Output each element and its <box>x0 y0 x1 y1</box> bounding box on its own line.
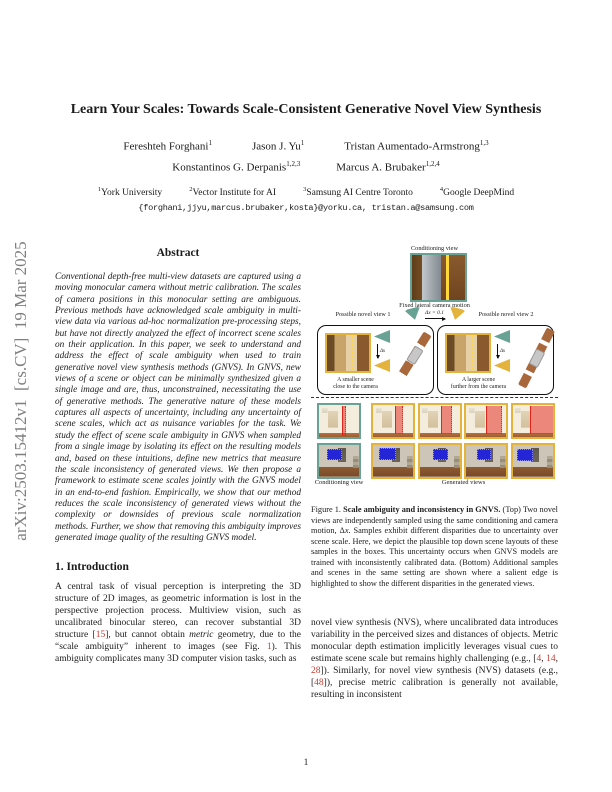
scene-layout-bar <box>397 331 431 378</box>
text-segment: , <box>555 654 558 665</box>
intro-paragraph-left <box>55 582 301 665</box>
text-segment: ], but cannot obtain <box>105 629 190 640</box>
camera-chip-icon <box>406 345 423 365</box>
affiliation-sup: 3 <box>303 186 307 194</box>
affiliation-name: Google DeepMind <box>443 188 515 199</box>
paper-header <box>0 0 612 213</box>
author-name: Fereshteh Forghani <box>123 140 209 153</box>
affiliation-sup: 1 <box>97 186 102 194</box>
dashed-separator <box>311 397 558 398</box>
author-sup: 1,3 <box>479 139 489 147</box>
affiliation-sup: 2 <box>189 186 193 194</box>
generated-thumbnail <box>418 443 462 479</box>
citation-ref[interactable]: 28 <box>311 666 321 676</box>
author-sup: 1 <box>300 139 305 147</box>
larger-scene-caption <box>438 377 519 391</box>
scene-layout-bar <box>518 327 555 388</box>
citation-ref[interactable]: 14 <box>546 654 556 665</box>
affiliation-name: Vector Institute for AI <box>192 188 277 199</box>
citation-ref[interactable]: 1 <box>266 641 272 652</box>
authors-row-2 <box>0 160 612 174</box>
camera-frustum-teal-icon <box>494 330 510 343</box>
text-segment: . Samples exhibit different disparities due to uncertainty over scene scale. Here, we depict the plausible top down scene layouts of these samples in the boxes. This uncertainty occurs when GNVS models are trained with inconsistently calibrated data. (Bottom) Additional samples and scenes in the same setting are shown where a salient edge is highlighted to show the different disparities in the generated views. <box>311 526 558 588</box>
page-title: Learn Your Scales: Towards Scale-Consistent Generative Novel View Synthesis <box>70 102 542 117</box>
author-5 <box>336 160 440 174</box>
delta-x-label: Δx = 0.1 <box>424 310 444 316</box>
affiliation-3 <box>303 186 413 198</box>
novel-view-1-image <box>325 333 371 373</box>
arrow-stem <box>497 344 498 358</box>
abstract-text: Conventional depth-free multi-view datasets are captured using a moving monocular camera without metric calibration. The scales of camera positions in this monocular setting are ambiguous. Previous methods have acknowledged scale ambiguity in multi-view data via various ad-hoc normalization pre-processing steps, but have not directly analyzed the effect of incorrect scene scales on their application. In this paper, we seek to understand and address the effect of scale ambiguity when used to train generative novel view synthesis methods (GNVS). In GNVS, new views of a scene or object can be minimally synthesized given a single image and are, thus, unconstrained, necessitating the use of generative methods. The generative nature of these models captures all aspects of uncertainty, including any uncertainty of scene scales, which act as nuisance variables for the task. We study the effect of scene scale ambiguity in GNVS when sampled from a single image by isolating its effect on the resulting models and, based on these intuitions, define new metrics that measure the scale inconsistency of generated views. We then propose a framework to estimate scene scales jointly with the GNVS model in an end-to-end fashion. Empirically, we show that our method reduces the scale inconsistency of generated views without the complexity or downsides of previous scale normalization methods. Further, we show that removing this ambiguity improves generated image quality of the resulting GNVS model. <box>55 272 301 543</box>
author-name: Marcus A. Brubaker <box>336 161 426 174</box>
salient-region-highlight <box>379 448 396 460</box>
caption-line: close to the camera <box>333 384 378 390</box>
salient-region-highlight <box>517 449 533 461</box>
novel-view-1-box <box>317 325 434 395</box>
author-sup: 1,2,3 <box>286 159 301 168</box>
sample-row-1 <box>311 403 558 439</box>
fixed-motion-label: Fixed lateral camera motion <box>399 302 470 309</box>
affiliations <box>0 186 612 198</box>
generated-views-label: Generated views <box>441 479 486 486</box>
text-segment: Scale ambiguity and inconsistency in GNVS. <box>343 505 501 514</box>
down-arrow-icon <box>377 344 385 358</box>
text-segment: ]), precise metric calibration is generally not available, resulting in inconsistent <box>311 677 558 700</box>
abstract-heading: Abstract <box>156 247 200 259</box>
conditioning-view-top-label: Conditioning view <box>410 245 459 252</box>
right-column <box>311 245 558 702</box>
text-segment: metric <box>189 629 214 640</box>
salient-edge-highlight <box>486 406 502 434</box>
caption-line: further from the camera <box>450 384 507 390</box>
text-segment: Figure 1. <box>311 505 344 514</box>
novel-view-2-label: Possible novel view 2 <box>478 311 534 318</box>
page-number: 1 <box>303 758 309 768</box>
citation-ref[interactable]: 48 <box>314 677 324 688</box>
affiliation-1 <box>98 186 162 198</box>
text-segment: ). This ambiguity complicates many 3D computer vision tasks, such as <box>55 641 301 664</box>
affiliation-sup: 4 <box>439 186 444 194</box>
affiliation-4 <box>440 186 514 198</box>
generated-thumbnail <box>511 443 555 479</box>
citation-ref[interactable]: 15 <box>95 629 106 640</box>
smaller-scene-caption <box>318 377 393 391</box>
affiliation-name: Samsung AI Centre Toronto <box>306 188 413 199</box>
arrow-stem <box>377 344 378 358</box>
delta-x-small-label: Δx <box>380 348 386 354</box>
right-arrow-icon <box>425 318 445 319</box>
text-segment: novel view synthesis (NVS), where uncalibrated data introduces variability in the perceived sizes and distances of objects. Metric monocular depth estimation implicitly leverages visual cues to estimate scene scale but remains highly challenging (e.g., [ <box>311 618 558 665</box>
author-1 <box>123 139 212 153</box>
generated-thumbnail <box>464 403 508 439</box>
generated-thumbnail <box>511 403 555 439</box>
text-segment: A central task of visual perception is interpreting the 3D structure of 2D images, as geometric information is lost in the perspective projection process. Multiview vision, such as uncalibrated binocular stereo, can recover substantial 3D structure [ <box>55 582 301 640</box>
novel-view-2-box <box>437 325 554 395</box>
camera-frustum-yellow-icon <box>494 359 510 372</box>
authors-row-1 <box>0 139 612 153</box>
delta-x-annotation <box>425 310 445 319</box>
generated-thumbnail <box>371 403 415 439</box>
citation-ref[interactable]: 4 <box>536 654 542 665</box>
author-emails: {forghani,jjyu,marcus.brubaker,kosta}@yorku.ca, tristan.a@samsung.com <box>138 203 474 214</box>
text-segment: (Top) Two novel views are independently sampled using the same conditioning and camera motion, Δ <box>311 505 558 536</box>
section-heading-introduction: 1. Introduction <box>55 561 129 574</box>
author-name: Jason J. Yu <box>251 140 301 153</box>
caption-line: A larger scene <box>461 377 496 383</box>
generated-thumbnail <box>371 443 415 479</box>
novel-view-2-image <box>445 333 491 373</box>
conditioning-view-bottom-label: Conditioning view <box>314 479 364 486</box>
caption-line: A smaller scene <box>337 377 374 383</box>
affiliation-2 <box>189 186 276 198</box>
conditioning-thumbnail <box>317 403 361 439</box>
left-column <box>55 245 301 666</box>
frustum-pair <box>374 330 400 372</box>
salient-region-highlight <box>477 449 491 460</box>
down-arrow-icon <box>497 344 505 358</box>
text-segment: ]). Similarly, for novel view synthesis (NVS) datasets (e.g., [ <box>311 666 558 688</box>
arxiv-stamp: arXiv:2503.15412v1 [cs.CV] 19 Mar 2025 <box>11 241 30 541</box>
text-segment: , <box>541 654 547 665</box>
camera-chip-icon <box>528 348 545 368</box>
salient-region-highlight <box>327 449 342 460</box>
camera-frustum-teal-icon <box>404 306 421 321</box>
salient-edge-highlight <box>530 406 554 434</box>
conditioning-view-image <box>410 253 467 302</box>
author-sup: 1 <box>208 139 212 147</box>
camera-frustum-yellow-icon <box>374 359 390 372</box>
affiliation-name: York University <box>101 188 163 199</box>
intro-paragraph-right <box>311 618 558 701</box>
salient-edge-highlight <box>395 406 403 434</box>
text-segment: geometry, due to the “scale ambiguity” inherent to images (see Fig. <box>55 629 301 652</box>
author-2 <box>252 139 304 153</box>
salient-region-highlight <box>433 449 448 460</box>
frustum-pair <box>494 330 520 372</box>
author-name: Konstantinos G. Derpanis <box>172 161 287 174</box>
camera-frustum-teal-icon <box>374 330 390 343</box>
author-3 <box>344 139 488 153</box>
author-4 <box>172 160 300 174</box>
author-sup: 1,2,4 <box>425 159 440 168</box>
salient-edge-highlight <box>342 406 346 435</box>
author-name: Tristan Aumentado-Armstrong <box>344 140 480 153</box>
conditioning-thumbnail <box>317 443 361 479</box>
generated-thumbnail <box>464 443 508 479</box>
salient-edge-highlight <box>441 406 452 434</box>
figure-1-caption <box>311 505 558 589</box>
sample-row-2 <box>311 443 558 479</box>
generated-thumbnail <box>418 403 462 439</box>
novel-view-1-label: Possible novel view 1 <box>335 311 391 318</box>
delta-x-small-label: Δx <box>500 348 506 354</box>
figure-1 <box>311 245 558 491</box>
text-segment: x <box>344 526 349 536</box>
